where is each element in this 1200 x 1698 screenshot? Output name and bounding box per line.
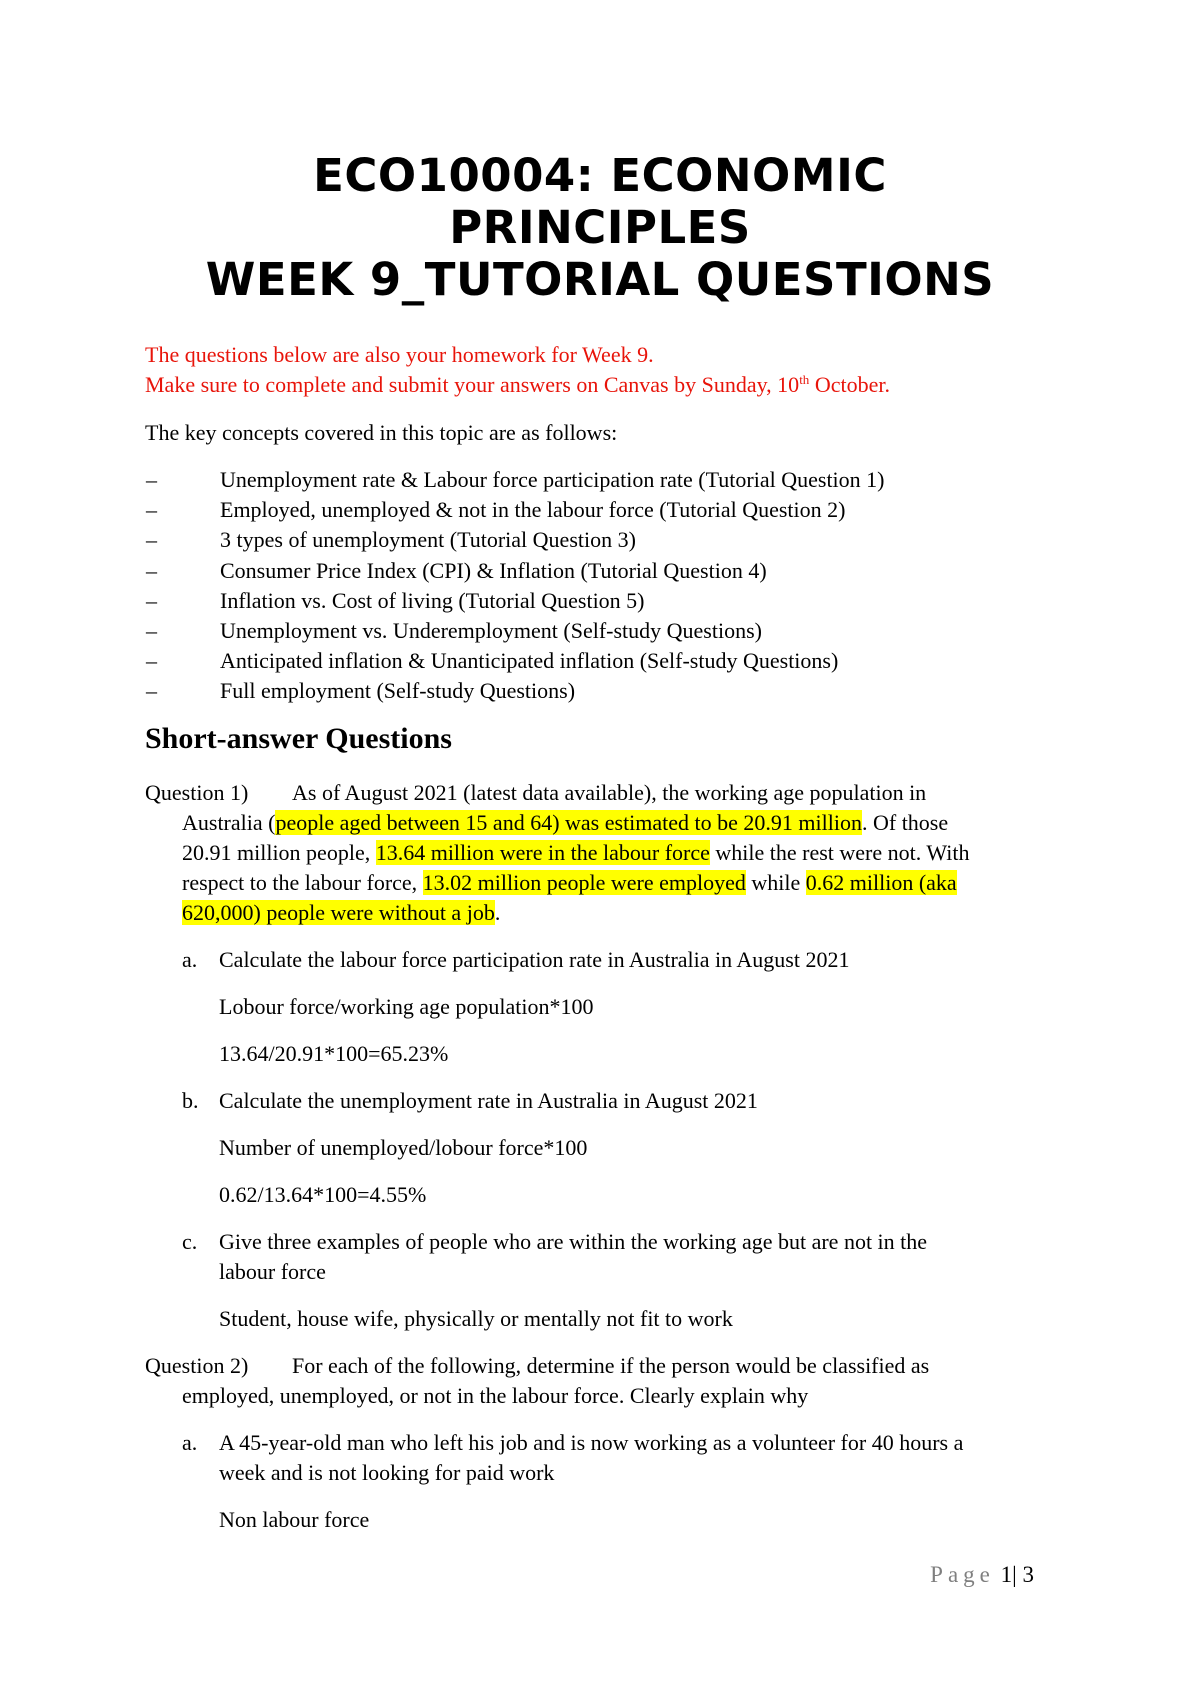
current-page: 1 bbox=[1000, 1562, 1013, 1587]
document-title bbox=[0, 150, 1200, 306]
highlight: people aged between 15 and 64) was estimated to be 20.91 million bbox=[275, 810, 862, 835]
question-1-line-5: 620,000) people were without a job. bbox=[182, 900, 501, 925]
list-item: – Consumer Price Index (CPI) & Inflation (Tutorial Question 4) bbox=[146, 557, 767, 583]
title-line-3: WEEK 9_TUTORIAL QUESTIONS bbox=[205, 253, 995, 306]
highlight: 13.64 million were in the labour force bbox=[375, 840, 710, 865]
total-pages: 3 bbox=[1022, 1562, 1034, 1587]
highlight: 0.62 million (aka bbox=[805, 870, 957, 895]
highlight: 620,000) people were without a job bbox=[182, 900, 495, 925]
list-item: – 3 types of unemployment (Tutorial Question 3) bbox=[146, 527, 636, 553]
question-1a-letter: a. bbox=[182, 947, 198, 972]
question-1c-answer: Student, house wife, physically or mentally not fit to work bbox=[219, 1306, 733, 1331]
question-1-line-4: respect to the labour force, 13.02 million people were employed while 0.62 million (aka bbox=[182, 870, 957, 895]
question-1-line-3: 20.91 million people, 13.64 million were in the labour force while the rest were not. With bbox=[182, 840, 970, 865]
title-line-1: ECO10004: ECONOMIC bbox=[313, 149, 887, 202]
page-separator: | bbox=[1012, 1562, 1017, 1587]
question-1-line-2: Australia (people aged between 15 and 64) was estimated to be 20.91 million. Of those bbox=[182, 810, 949, 835]
list-item: – Employed, unemployed & not in the labour force (Tutorial Question 2) bbox=[146, 497, 846, 523]
question-2a-letter: a. bbox=[182, 1430, 198, 1455]
question-1a-answer-2: 13.64/20.91*100=65.23% bbox=[219, 1041, 449, 1066]
question-2a-text-1: A 45-year-old man who left his job and is now working as a volunteer for 40 hours a bbox=[219, 1430, 964, 1455]
question-1c-text-2: labour force bbox=[219, 1259, 326, 1284]
list-item: – Full employment (Self-study Questions) bbox=[146, 678, 576, 704]
question-1b-answer-2: 0.62/13.64*100=4.55% bbox=[219, 1182, 427, 1207]
question-1a-answer-1: Lobour force/working age population*100 bbox=[219, 994, 594, 1019]
question-1b-letter: b. bbox=[182, 1088, 199, 1113]
homework-notice-line-2: Make sure to complete and submit your answers on Canvas by Sunday, 10th October. bbox=[145, 372, 890, 397]
question-2-label: Question 2) bbox=[145, 1353, 249, 1378]
question-2-line-1: For each of the following, determine if the person would be classified as bbox=[292, 1353, 930, 1378]
list-item: – Unemployment rate & Labour force participation rate (Tutorial Question 1) bbox=[146, 467, 885, 492]
highlight: 13.02 million people were employed bbox=[422, 870, 746, 895]
page-word: Page bbox=[930, 1562, 995, 1587]
question-1a-text: Calculate the labour force participation rate in Australia in August 2021 bbox=[219, 947, 850, 972]
question-1c-letter: c. bbox=[182, 1229, 198, 1254]
question-1-label: Question 1) bbox=[145, 780, 249, 805]
intro-text: The key concepts covered in this topic are as follows: bbox=[145, 420, 618, 445]
question-2a-text-2: week and is not looking for paid work bbox=[219, 1460, 555, 1485]
question-1c-text-1: Give three examples of people who are within the working age but are not in the bbox=[219, 1229, 928, 1254]
question-2a-answer: Non labour force bbox=[219, 1507, 370, 1532]
question-1-line-1: As of August 2021 (latest data available), the working age population in bbox=[292, 780, 927, 805]
page-number-footer bbox=[930, 1562, 1034, 1588]
section-heading: Short-answer Questions bbox=[145, 722, 452, 755]
list-item: – Anticipated inflation & Unanticipated inflation (Self-study Questions) bbox=[146, 648, 839, 674]
question-1b-text: Calculate the unemployment rate in Australia in August 2021 bbox=[219, 1088, 758, 1113]
title-line-2: PRINCIPLES bbox=[449, 201, 751, 254]
question-2-line-2: employed, unemployed, or not in the labour force. Clearly explain why bbox=[182, 1383, 809, 1408]
homework-notice-line-1: The questions below are also your homework for Week 9. bbox=[145, 342, 654, 367]
question-1b-answer-1: Number of unemployed/lobour force*100 bbox=[219, 1135, 588, 1160]
key-concepts-list bbox=[146, 465, 885, 707]
list-item: – Unemployment vs. Underemployment (Self-study Questions) bbox=[146, 618, 762, 644]
list-item: – Inflation vs. Cost of living (Tutorial Question 5) bbox=[146, 587, 645, 613]
